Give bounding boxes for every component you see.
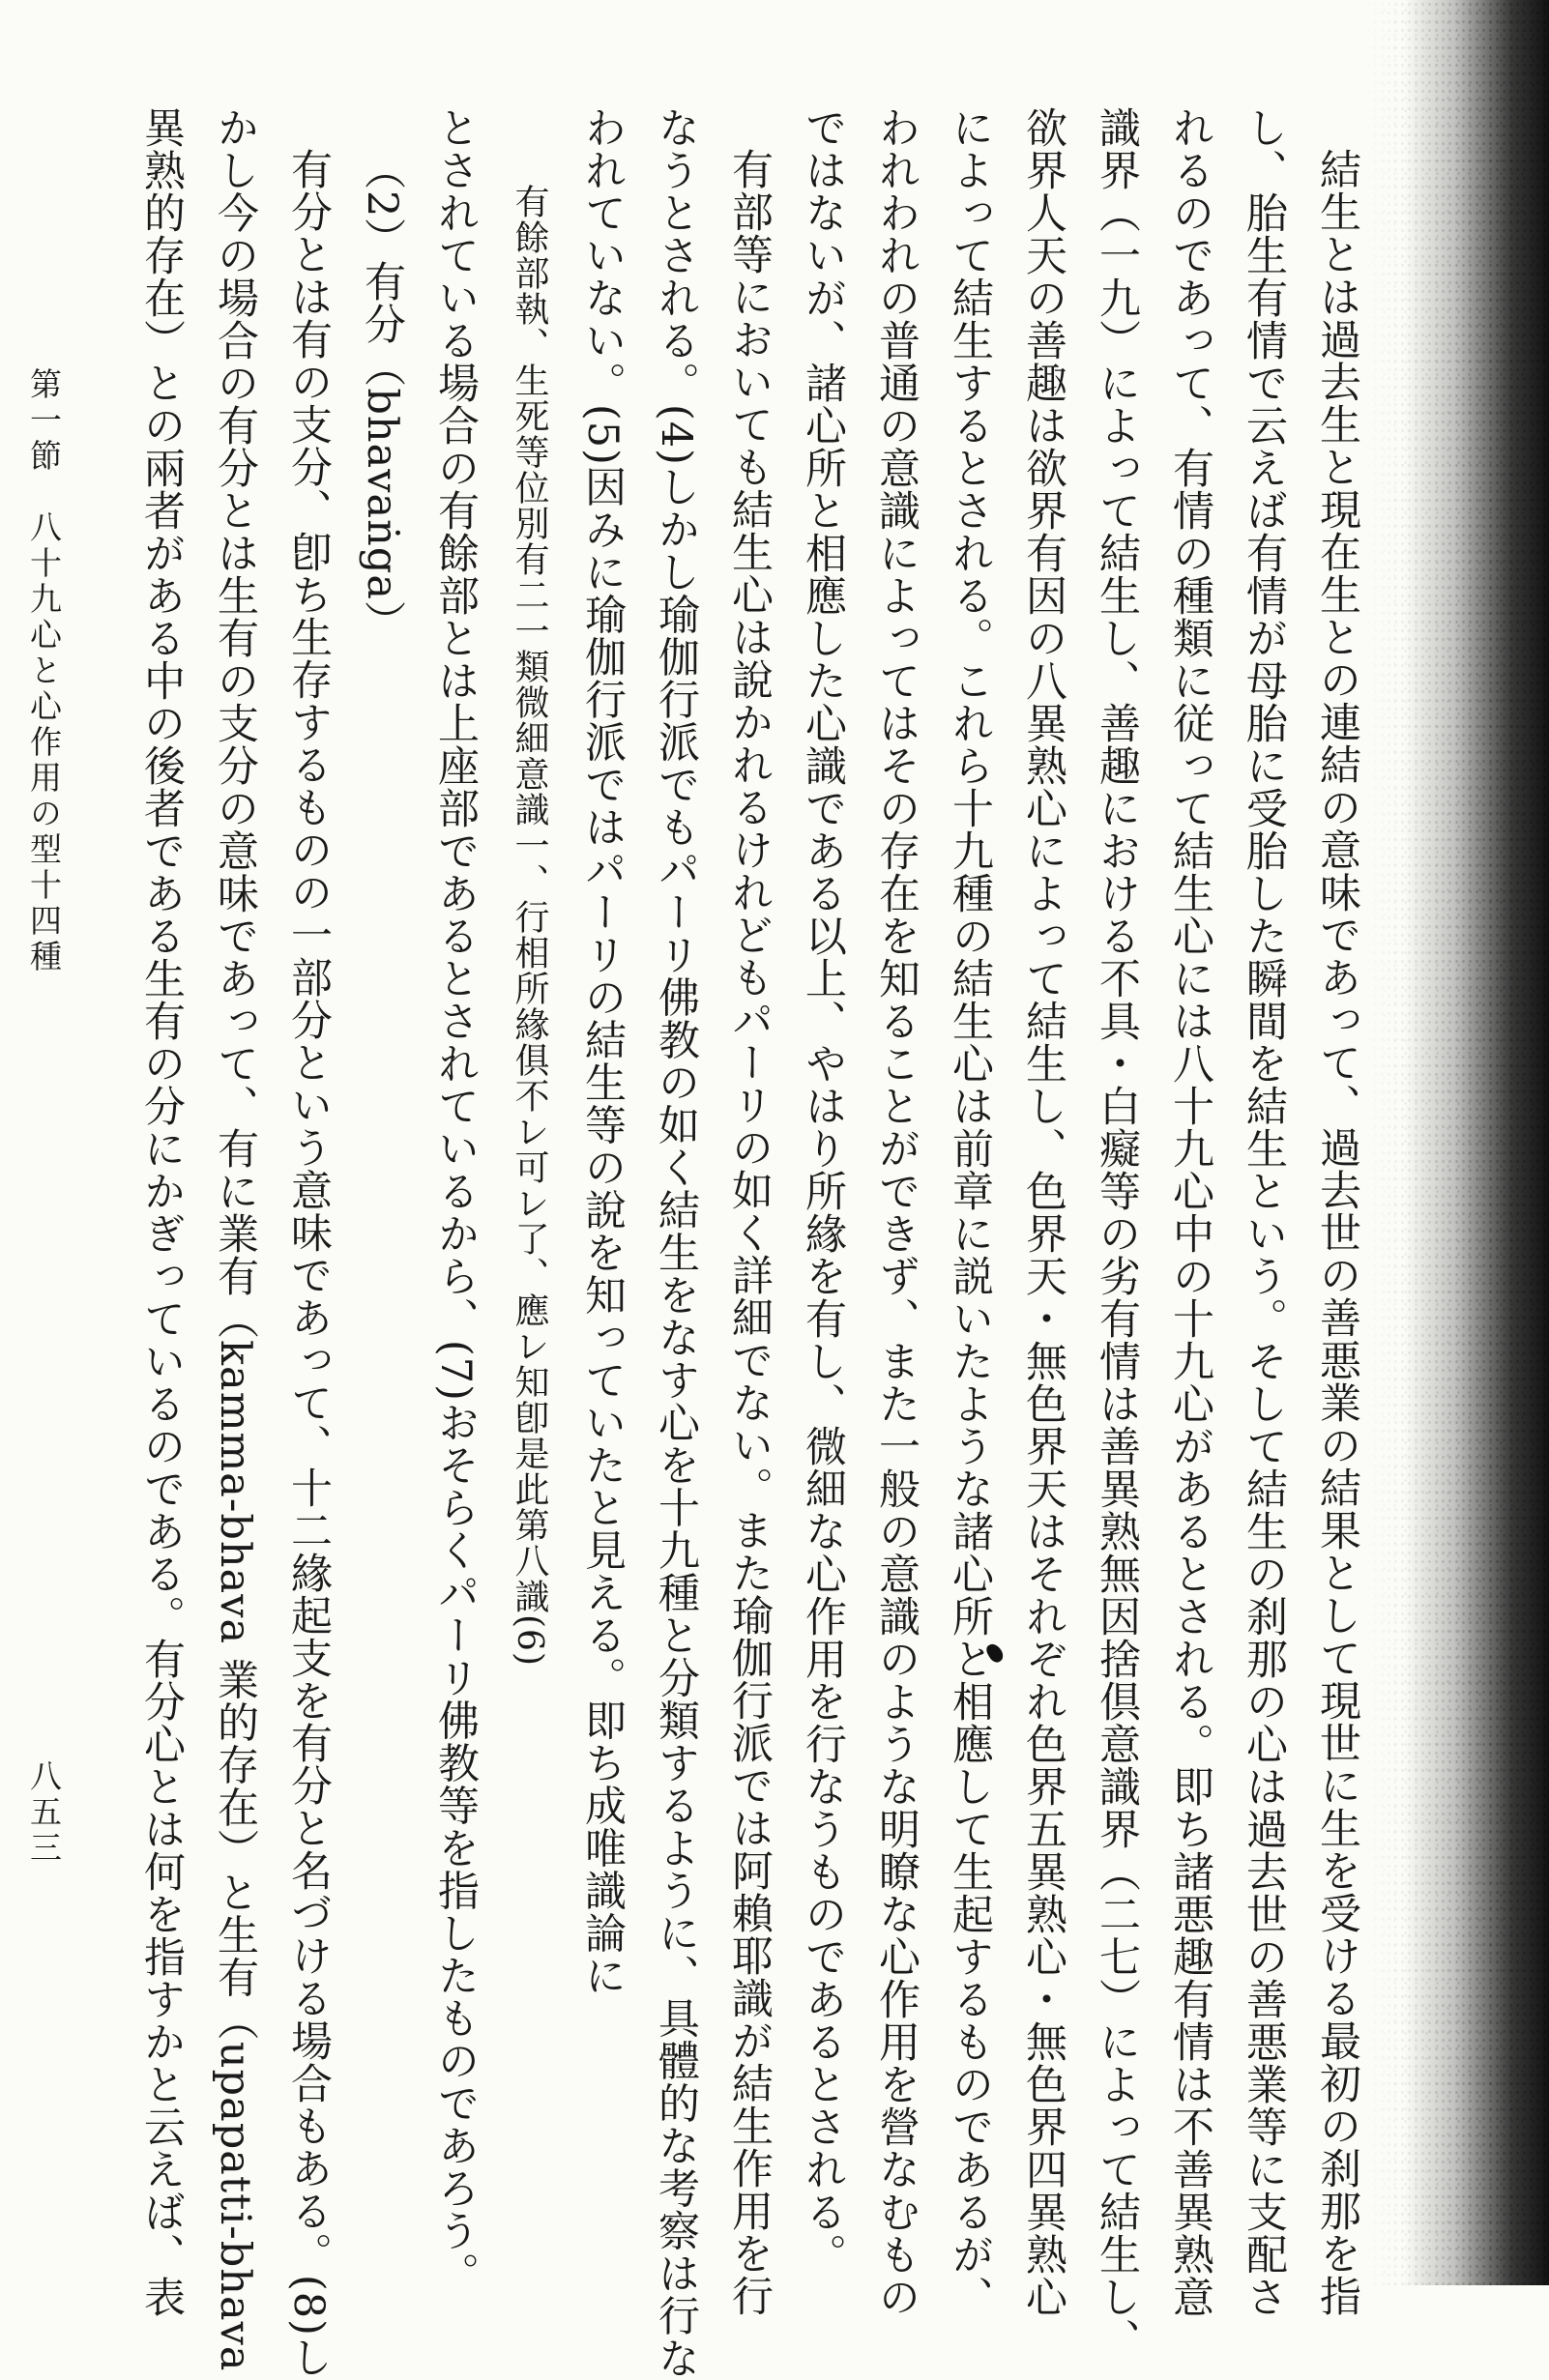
text-column: 結生とは過去生と現在生との連結の意味であって、過去世の善悪業の結果として現世に生を受ける最初の刹那を指: [1313, 148, 1361, 2317]
scan-edge-noise: [1365, 0, 1549, 2285]
section-heading: （2）有分（bhavaṅga）: [358, 148, 406, 643]
text-column: ではないが、諸心所と相應した心識である以上、やはり所緣を有し、微細な心作用を行なうものであるとされる。: [799, 106, 847, 2276]
text-column: れるのであって、有情の種類に従って結生心には八十九心中の十九心があるとされる。即ち諸悪趣有情は不善異熟意: [1166, 106, 1214, 2318]
text-column: 欲界人天の善趣は欲界有因の八異熟心によって結生し、色界天・無色界天はそれぞれ色界五異熟心・無色界四異熟心: [1019, 106, 1067, 2318]
page-number: 八五三: [25, 1759, 63, 1867]
quotation-column: 有餘部執、生死等位別有二一類微細意識一、行相所緣俱不レ可レ了、應レ知卽是此第八識(6): [510, 184, 549, 1667]
text-column: かし今の場合の有分とは生有の支分の意味であって、有に業有（kamma-bhava 業的存在）と生有（upapatti-bhava: [211, 106, 259, 2372]
text-column: によって結生するとされる。これら十九種の結生心は前章に説いたような諸心所と相應して生起するものであるが、: [946, 106, 994, 2318]
running-footer: 第一節 八十九心と心作用の型十四種: [25, 367, 63, 975]
text-column: われていない。(5)因みに瑜伽行派ではパーリの結生等の說を知っていたと見える。即ち成唯識論に: [578, 106, 627, 1997]
text-column: 有分とは有の支分、卽ち生存するものの一部分という意味であって、十二緣起支を有分と名づける場合もある。(8)し: [284, 148, 333, 2379]
text-column: し、胎生有情で云えば有情が母胎に受胎した瞬間を結生という。そして結生の刹那の心は過去世の善悪業等に支配さ: [1240, 106, 1288, 2318]
text-column: なうとされる。(4)しかし瑜伽行派でもパーリ佛教の如く結生をなす心を十九種と分類するように、具體的な考察は行な: [652, 106, 700, 2380]
body-text: [87, 106, 1373, 2380]
text-column: 異熟的存在）との兩者がある中の後者である生有の分にかぎっているのである。有分心とは何を指すかと云えば、表: [137, 106, 186, 2318]
text-column: 有部等においても結生心は說かれるけれどもパーリの如く詳細でない。また瑜伽行派では阿賴耶識が結生作用を行: [725, 148, 774, 2317]
text-column: われわれの普通の意識によってはその存在を知ることができず、また一般の意識のような明瞭な心作用を營なむもの: [872, 106, 921, 2318]
text-column: 識界（一九）によって結生し、善趣における不具・白癡等の劣有情は善異熟無因捨倶意識界（二七）によって結生し、: [1093, 106, 1141, 2361]
text-column: とされている場合の有餘部とは上座部であるとされているから、(7)おそらくパーリ佛教等を指したものであろう。: [431, 106, 480, 2295]
